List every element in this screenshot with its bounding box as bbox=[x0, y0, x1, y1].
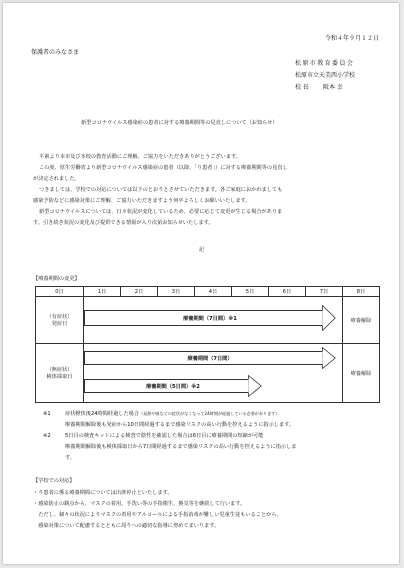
arrow-label: 療養期間（5日間）※2 bbox=[146, 384, 200, 390]
sender-org: 松原市教育委員会 bbox=[295, 60, 355, 67]
period-arrow-5days bbox=[84, 375, 262, 397]
symptomatic-label-line: （有症状） bbox=[46, 314, 73, 320]
note-1-text: 症状軽快後24時間経過した場合 bbox=[65, 411, 140, 417]
period-arrow-7days-symptomatic bbox=[84, 305, 336, 331]
sender-school: 松原市立天美西小学校 bbox=[295, 72, 356, 79]
period-arrow-7days-asymptomatic bbox=[84, 347, 336, 369]
body-line: 感染予防などに感染対策にご理解、ご協力いただきますよう何卒よろしくお願いいたします。 bbox=[33, 198, 251, 204]
note-2-mark: ※2 bbox=[43, 433, 51, 439]
notice-subject: 新型コロナウイルス感染症の患者に対する療養期間等の見直しについて（お知らせ） bbox=[81, 120, 278, 126]
day-header: 0日 bbox=[36, 287, 84, 297]
day-header: 7日 bbox=[306, 287, 343, 297]
school-response-line: 感染対策について配慮するとともに周りへの適切な指導に努めてまいります。 bbox=[33, 523, 220, 529]
school-response-line: ただし、個々の状況によりマスクの着用やアルコールによる手指消毒が難しい児童生徒もいることから、 bbox=[33, 512, 282, 518]
school-response-line: ・り患者に係る療養期間については出席停止といたします。 bbox=[33, 490, 173, 496]
note-1-line: 療養期間解除後も発症から10日間経過するまで感染リスクの高い行動を控えるように指示します。 bbox=[65, 422, 295, 428]
symptomatic-label-line: 発症日 bbox=[51, 321, 68, 327]
schedule-heading: 【療養期間の変更】 bbox=[33, 276, 80, 282]
school-response-line: ・感染防止の観点から、マスクの着用、手洗い等の手指衛生、換気等を継続して行います。 bbox=[33, 501, 246, 507]
body-line: す。引き続き状況の変化及び提供できる情報が入り次第お知らせいたします。 bbox=[33, 220, 214, 226]
body-line: 新型コロナウイルスについては、日々状況が変化しているため、必要に応じて変更が生じる場合がありま bbox=[39, 209, 283, 215]
note-1-mark: ※1 bbox=[43, 411, 51, 417]
symptomatic-label bbox=[36, 297, 84, 344]
asymptomatic-label bbox=[36, 344, 84, 403]
day-header: 4日 bbox=[195, 287, 232, 297]
note-1-line bbox=[65, 411, 279, 418]
asymptomatic-label-line: 検体採取日 bbox=[46, 374, 73, 380]
ki-mark: 記 bbox=[199, 247, 205, 253]
sender-principal-name: 阪本 幸 bbox=[323, 84, 343, 91]
notice-date: 令和４年９月１２日 bbox=[325, 35, 380, 42]
school-response-heading: 【学校での対応】 bbox=[33, 478, 75, 484]
note-2-line: 療養期間解除後も検体採取日から7日間経過するまで感染リスクの高い行動を控えるように指示しま bbox=[65, 444, 297, 450]
release-cell-1: 療養解除 bbox=[343, 297, 380, 344]
arrow-label: 療養期間（7日間）※1 bbox=[183, 316, 237, 322]
body-line: が決定されました。 bbox=[33, 176, 80, 182]
day-header: 1日 bbox=[84, 287, 121, 297]
day-header: 8日 bbox=[343, 287, 380, 297]
recipient: 保護者のみなさま bbox=[31, 49, 80, 56]
release-cell-2: 療養解除 bbox=[343, 344, 380, 403]
day-header: 6日 bbox=[269, 287, 306, 297]
arrow-label: 療養期間（7日間） bbox=[187, 356, 233, 362]
sender-principal-title: 校 長 bbox=[295, 84, 309, 91]
day-header: 3日 bbox=[158, 287, 195, 297]
body-line: つきましては、学校での対応については以下のとおりとさせていただきます。各ご家庭におかれましても bbox=[39, 187, 283, 193]
day-header: 5日 bbox=[232, 287, 269, 297]
body-line: 平素より本市及び本校の教育活動にご理解、ご協力をいただきありがとうございます。 bbox=[39, 154, 241, 160]
note-1-small-text: （発熱や咳などの症状がなくなって24時間が経過している必要があります） bbox=[139, 411, 280, 416]
asymptomatic-label-line: （無症状） bbox=[46, 367, 73, 373]
body-line: この度、厚生労働省より新型コロナウイルス感染症の患者（以降、「り患者」）に対する療養期間等の見直し bbox=[39, 165, 288, 171]
notice-page bbox=[3, 3, 399, 564]
day-header: 2日 bbox=[121, 287, 158, 297]
note-2-line: す。 bbox=[65, 455, 75, 461]
note-2-line: 5日目の検査キットによる検査で陰性を確認した場合は6日目に療養期間の短縮が可能 bbox=[65, 433, 264, 439]
